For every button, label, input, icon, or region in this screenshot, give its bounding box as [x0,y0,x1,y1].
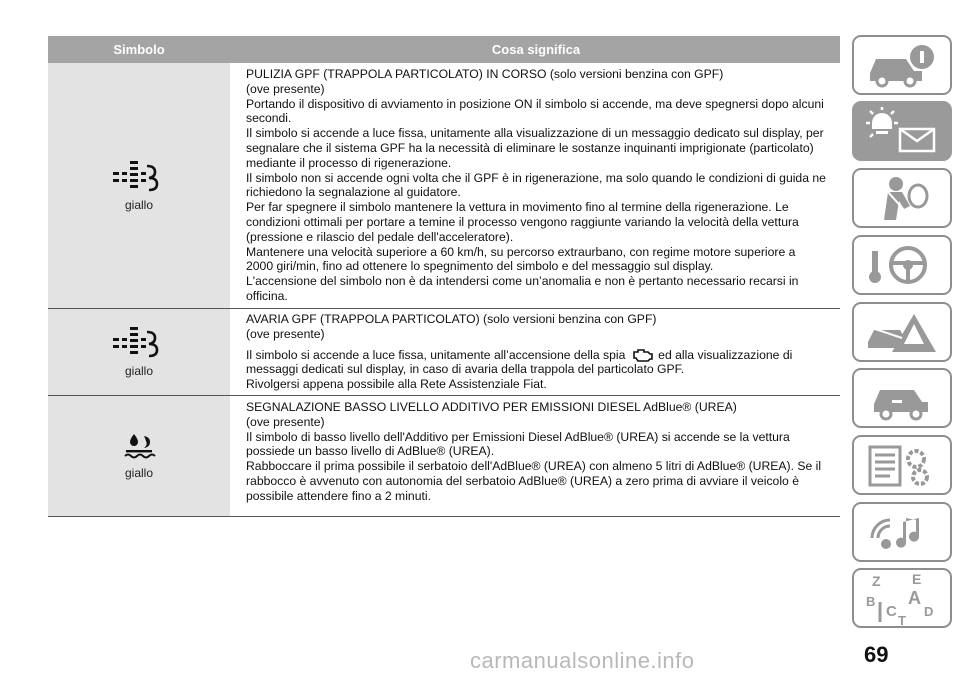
text-line: possiede un basso livello di AdBlue® (UREA). [246,444,495,459]
tab-warning-lights[interactable] [852,101,952,161]
tab-technical-data[interactable] [852,435,952,495]
safety-airbag-icon [862,174,942,222]
tab-maintenance[interactable] [852,368,952,428]
engine-warning-icon [631,348,653,362]
tab-starting-driving[interactable] [852,235,952,295]
index-letter: C [886,603,897,620]
symbol-cell [48,63,230,308]
tab-safety[interactable] [852,168,952,228]
text-line: richiedono la segnalazione al guidatore. [246,185,461,200]
text-line: possibile attendere fino a 2 minuti. [246,488,431,503]
watermark: carmanualsonline.info [470,648,695,673]
table-row [48,309,840,396]
text-line: (ove presente) [246,326,325,341]
text-segment: Il simbolo si accende a luce fissa, unitamente all’accensione della spia [246,347,626,362]
text-segment: ed alla visualizzazione di [658,347,793,362]
text-line: 2000 giri/min, fino ad ottenere lo spegnimento del simbolo e del messaggio sul display. [246,259,714,274]
index-letter: A [908,588,921,608]
text-line: messaggi dedicati sul display, in caso di avaria della trappola del particolato GPF. [246,362,685,377]
color-label: giallo [124,466,154,480]
adblue-low-level-icon [122,432,156,462]
table-header [48,36,840,63]
index-letter: T [898,613,906,626]
text-line: Per far spegnere il simbolo mantenere la vettura in movimento fino al termine della rigenerazione. Le [246,200,789,215]
symbol-cell [48,396,230,516]
text-line: Rivolgersi appena possibile alla Rete Assistenziale Fiat. [246,377,547,392]
page-number: 69 [864,642,889,667]
color-label: giallo [124,364,154,378]
text-line: Il simbolo si accende a luce fissa, unitamente alla visualizzazione di un messaggio dedicato sul display, per [246,126,824,141]
text-line: (pressione e rilascio del pedale dell'acceleratore). [246,229,514,244]
text-line: condizioni ottimali per portare a temine il processo vengono raggiunte variando la velocità della vettura [246,214,799,229]
description-cell [230,63,840,308]
color-label: giallo [124,197,154,212]
text-line: Rabboccare il prima possibile il serbatoio dell'AdBlue® (UREA) con almeno 5 litri di AdBlue® (UREA). Se il [246,459,822,474]
gpf-filter-regeneration-icon [111,160,167,194]
text-line: officina. [246,288,288,303]
text-line: Il simbolo non si accende ogni volta che il GPF è in rigenerazione, ma solo quando le condizioni di guida ne [246,170,826,185]
text-line [246,348,840,363]
description-cell [230,309,840,395]
tab-car-info[interactable] [852,35,952,95]
text-line: segnalare che il sistema GPF ha la necessità di eliminare le sostanze inquinanti imprigionate (particolato) [246,140,814,155]
tab-emergency[interactable] [852,302,952,362]
description-cell [230,396,840,516]
header-meaning: Cosa significa [491,42,581,57]
index-letter: Z [872,573,881,589]
table-row [48,396,840,517]
text-line: AVARIA GPF (TRAPPOLA PARTICOLATO) (solo versioni benzina con GPF) [246,312,657,326]
text-line: secondi. [246,111,292,126]
header-symbol: Simbolo [113,42,165,57]
car-info-icon [862,41,942,89]
index-letter: D [924,604,934,619]
tab-index[interactable] [852,568,952,628]
warning-lights-table [48,36,840,517]
text-line: (ove presente) [246,414,325,429]
index-letter: E [912,571,922,587]
text-line: rabbocco è avvenuto con autonomia del serbatoio AdBlue® (UREA) a zero prima di avviare il veicolo è [246,473,799,488]
text-line: mediante il processo di rigenerazione. [246,155,452,170]
index-letter: B [866,594,876,609]
table-row [48,63,840,309]
multimedia-icon [862,508,942,556]
technical-data-icon [862,441,942,489]
gpf-filter-failure-icon [111,326,167,360]
emergency-icon [862,308,942,356]
symbol-cell [48,309,230,395]
text-line: Mantenere una velocità superiore a 60 km/h, su percorso extraurbano, con regime motore superiore a [246,244,796,259]
text-line: PULIZIA GPF (TRAPPOLA PARTICOLATO) IN CORSO (solo versioni benzina con GPF) [246,67,724,81]
text-line: (ove presente) [246,81,325,96]
text-line: SEGNALAZIONE BASSO LIVELLO ADDITIVO PER EMISSIONI DIESEL AdBlue® (UREA) [246,400,737,414]
tab-multimedia[interactable] [852,502,952,562]
warning-lights-messages-icon [862,107,942,155]
starting-driving-icon [862,241,942,289]
text-line: Il simbolo di basso livello dell'Additivo per Emissioni Diesel AdBlue® (UREA) si accende se la vettura [246,429,790,444]
text-line: Portando il dispositivo di avviamento in posizione ON il simbolo si accende, ma deve spegnersi dopo alcuni [246,96,824,111]
maintenance-car-icon [862,374,942,422]
text-line: L'accensione del simbolo non è da intendersi come un’anomalia e non è pertanto necessario recarsi in [246,274,799,289]
index-icon [862,570,942,626]
